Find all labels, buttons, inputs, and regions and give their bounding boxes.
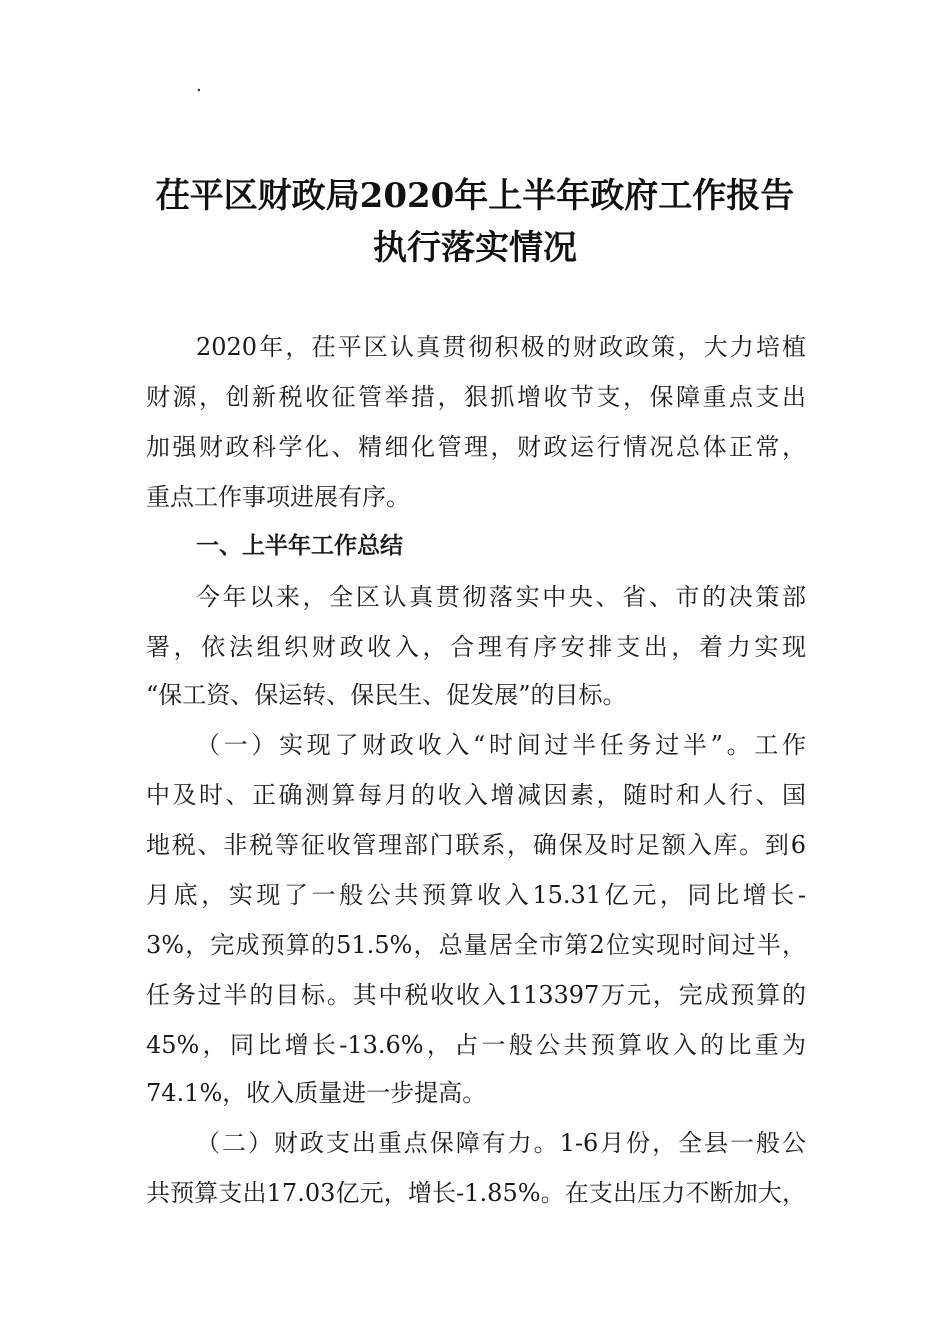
paragraph-line: （二）财政支出重点保障有力。1-6月份，全县一般公 (196, 1129, 806, 1157)
intro-line: 加强财政科学化、精细化管理，财政运行情况总体正常， (146, 433, 806, 461)
intro-line: 重点工作事项进展有序。 (146, 483, 410, 511)
paragraph-line: 任务过半的目标。其中税收收入113397万元，完成预算的 (146, 981, 806, 1009)
paragraph-line: 中及时、正确测算每月的收入增减因素，随时和人行、国 (146, 781, 806, 809)
paragraph-line: 共预算支出17.03亿元，增长-1.85%。在支出压力不断加大， (146, 1179, 806, 1207)
paragraph-line: 今年以来，全区认真贯彻落实中央、省、市的决策部 (196, 583, 806, 611)
section-heading: 一、上半年工作总结 (196, 533, 403, 559)
paragraph-line: 署，依法组织财政收入，合理有序安排支出，着力实现 (146, 633, 806, 661)
document-title-line-1: 茌平区财政局2020年上半年政府工作报告 (155, 176, 795, 216)
paragraph-line: 45%，同比增长-13.6%，占一般公共预算收入的比重为 (146, 1031, 806, 1059)
document-title-line-2: 执行落实情况 (373, 228, 577, 268)
paragraph-line: “保工资、保运转、保民生、促发展”的目标。 (146, 681, 627, 709)
paragraph-line: 74.1%，收入质量进一步提高。 (146, 1079, 487, 1107)
header-mark: . (196, 75, 202, 96)
paragraph-line: 月底，实现了一般公共预算收入15.31亿元，同比增长- (146, 881, 806, 909)
paragraph-line: 地税、非税等征收管理部门联系，确保及时足额入库。到6 (146, 831, 806, 859)
intro-line: 2020年，茌平区认真贯彻积极的财政政策，大力培植 (196, 333, 806, 361)
intro-line: 财源，创新税收征管举措，狠抓增收节支，保障重点支出 (146, 383, 806, 411)
paragraph-line: 3%，完成预算的51.5%，总量居全市第2位实现时间过半， (146, 931, 806, 959)
paragraph-line: （一）实现了财政收入“时间过半任务过半”。工作 (196, 731, 806, 759)
